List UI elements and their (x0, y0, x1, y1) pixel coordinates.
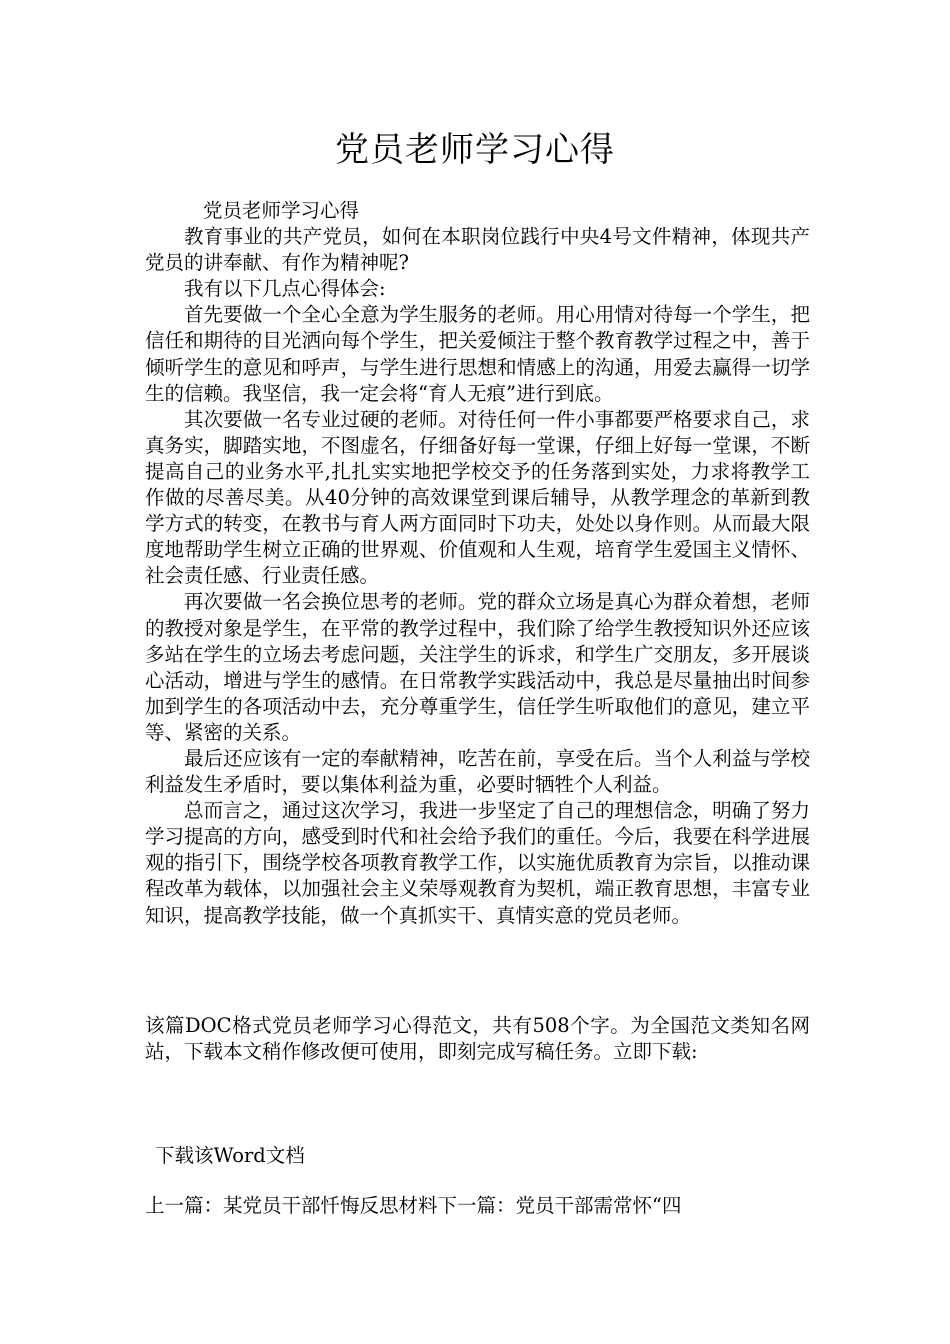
download-description: 该篇DOC格式党员老师学习心得范文，共有508个字。为全国范文类知名网站，下载本文稍作修改便可使用，即刻完成写稿任务。立即下载: (145, 1014, 810, 1064)
next-article-label: 下一篇： (437, 1194, 516, 1217)
prev-article-label: 上一篇： (145, 1194, 224, 1217)
document-body (145, 198, 810, 929)
paragraph-second-point: 其次要做一名专业过硬的老师。对待任何一件小事都要严格要求自己，求真务实，脚踏实地，不图虚名，仔细备好每一堂课，仔细上好每一堂课，不断提高自己的业务水平,扎扎实实地把学校交予的任务落到实处，力求将教学工作做的尽善尽美。从40分钟的高效课堂到课后辅导，从教学理念的革新到教学方式的转变，在教书与育人两方面同时下功夫，处处以身作则。从而最大限度地帮助学生树立正确的世界观、价值观和人生观，培育学生爱国主义情怀、社会责任感、行业责任感。 (145, 407, 810, 588)
paragraph-intro: 教育事业的共产党员，如何在本职岗位践行中央4号文件精神，体现共产党员的讲奉献、有作为精神呢? (145, 225, 810, 275)
next-article-link[interactable]: 党员干部需常怀“四 (515, 1194, 682, 1217)
paragraph-conclusion: 总而言之，通过这次学习，我进一步坚定了自己的理想信念，明确了努力学习提高的方向，感受到时代和社会给予我们的重任。今后，我要在科学进展观的指引下，围绕学校各项教育教学工作，以实施优质教育为宗旨，以推动课程改革为载体，以加强社会主义荣辱观教育为契机，端正教育思想，丰富专业知识，提高教学技能，做一个真抓实干、真情实意的党员老师。 (145, 799, 810, 927)
paragraph-points-lead: 我有以下几点心得体会: (184, 277, 386, 301)
prev-article-link[interactable]: 某党员干部忏悔反思材料 (223, 1194, 438, 1217)
article-navigation (145, 1193, 810, 1219)
paragraph-third-point: 再次要做一名会换位思考的老师。党的群众立场是真心为群众着想，老师的教授对象是学生，在平常的教学过程中，我们除了给学生教授知识外还应该多站在学生的立场去考虑问题，关注学生的诉求，和学生广交朋友，多开展谈心活动，增进与学生的感情。在日常教学实践活动中，我总是尽量抽出时间参加到学生的各项活动中去，充分尊重学生，信任学生听取他们的意见，建立平等、紧密的关系。 (145, 590, 810, 744)
document-subtitle: 党员老师学习心得 (203, 199, 360, 222)
paragraph-fourth-point: 最后还应该有一定的奉献精神，吃苦在前，享受在后。当个人利益与学校利益发生矛盾时，要以集体利益为重，必要时牺牲个人利益。 (145, 746, 810, 797)
paragraph-first-point: 首先要做一个全心全意为学生服务的老师。用心用情对待每一个学生，把信任和期待的目光洒向每个学生，把关爱倾注于整个教育教学过程之中，善于倾听学生的意见和呼声，与学生进行思想和情感上的沟通，用爱去赢得一切学生的信赖。我坚信，我一定会将“育人无痕”进行到底。 (145, 303, 810, 405)
document-title: 党员老师学习心得 (335, 130, 615, 170)
download-word-link[interactable]: 下载该Word文档 (155, 1144, 305, 1167)
